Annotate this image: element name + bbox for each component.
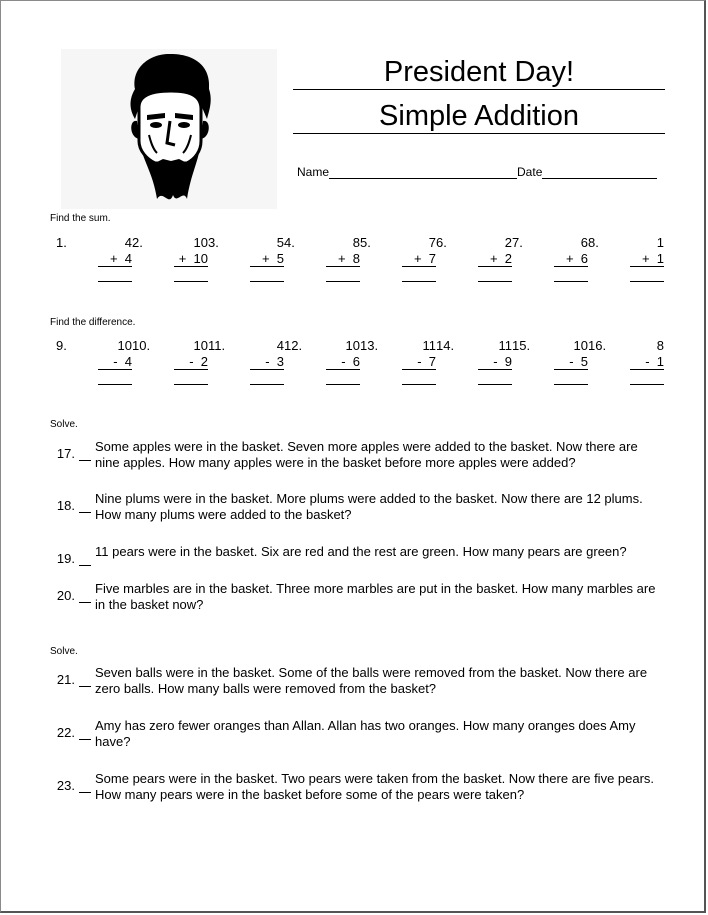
math-problem — [360, 338, 436, 388]
sum-line — [326, 369, 360, 370]
problem-top-operand: 4 — [276, 338, 284, 353]
operator-sign: + — [413, 251, 422, 266]
sum-line — [174, 369, 208, 370]
word-problem-number: 17. — [56, 446, 75, 461]
answer-blank[interactable] — [326, 384, 360, 385]
sum-line — [98, 266, 132, 267]
word-problem-text: Nine plums were in the basket. More plums were added to the basket. Now there are 12 plums. How many plums were added to the basket? — [95, 491, 643, 522]
answer-blank[interactable] — [630, 281, 664, 282]
problem-top-operand: 7 — [428, 235, 436, 250]
problem-bottom-operand — [396, 251, 436, 266]
word-problem-number: 19. — [56, 551, 75, 566]
sum-line — [402, 266, 436, 267]
page-subtitle: Simple Addition — [293, 99, 665, 134]
operator-sign: - — [493, 354, 498, 369]
sum-line — [326, 266, 360, 267]
problem-number: 6. — [436, 235, 447, 250]
operator-sign: + — [178, 251, 187, 266]
word-problem-number: 20. — [56, 588, 75, 603]
problem-number: 7. — [512, 235, 523, 250]
answer-blank[interactable] — [98, 384, 132, 385]
word-problem-text: Five marbles are in the basket. Three more marbles are put in the basket. How many marbles are in the basket now? — [95, 581, 656, 612]
problem-bottom-operand — [92, 251, 132, 266]
math-problem — [436, 338, 512, 388]
problem-number: 11. — [208, 338, 226, 353]
math-problem — [208, 235, 284, 285]
sum-line — [402, 369, 436, 370]
problem-bottom-value: 8 — [352, 251, 360, 266]
problem-top-operand: 11 — [422, 338, 436, 353]
answer-blank[interactable] — [79, 446, 91, 461]
lincoln-silhouette-icon — [113, 49, 225, 209]
math-problem — [360, 235, 436, 285]
problem-bottom-operand — [244, 354, 284, 369]
problem-number: 1. — [56, 235, 67, 250]
sum-line — [478, 369, 512, 370]
problem-top-operand: 10 — [573, 338, 588, 353]
word-problem-number: 21. — [56, 672, 75, 687]
name-label: Name — [297, 165, 330, 179]
word-problem-text: Some pears were in the basket. Two pears were taken from the basket. Now there are five pears. How many pears were in the basket before some of the pears were taken? — [95, 771, 655, 802]
date-field[interactable] — [542, 164, 657, 179]
problem-bottom-operand — [472, 354, 512, 369]
problem-bottom-value: 7 — [428, 354, 436, 369]
math-problem — [284, 235, 360, 285]
problem-number: 8. — [588, 235, 599, 250]
name-date-row — [297, 164, 657, 179]
operator-sign: - — [569, 354, 574, 369]
sum-line — [250, 369, 284, 370]
word-problem-number: 23. — [56, 778, 75, 793]
difference-instruction: Find the difference. — [50, 317, 136, 328]
lincoln-portrait-image — [61, 49, 277, 209]
answer-blank[interactable] — [326, 281, 360, 282]
problem-bottom-value: 2 — [504, 251, 512, 266]
problem-bottom-operand — [624, 354, 664, 369]
problem-top-operand: 11 — [498, 338, 512, 353]
answer-blank[interactable] — [79, 672, 91, 687]
problem-number: 13. — [360, 338, 379, 353]
word-problem-text: Seven balls were in the basket. Some of the balls were removed from the basket. Now there are zero balls. How many balls were removed from the basket? — [95, 665, 648, 696]
answer-blank[interactable] — [478, 384, 512, 385]
date-label: Date — [517, 165, 543, 179]
problem-top-operand: 2 — [504, 235, 512, 250]
problem-bottom-value: 1 — [656, 251, 664, 266]
problem-bottom-operand — [92, 354, 132, 369]
problem-bottom-operand — [244, 251, 284, 266]
math-problem — [588, 338, 664, 388]
word-problem-text: Some apples were in the basket. Seven more apples were added to the basket. Now there are nine apples. How many apples were in the basket before more apples were added? — [95, 439, 638, 470]
problem-bottom-value: 4 — [124, 251, 132, 266]
operator-sign: + — [565, 251, 574, 266]
problem-bottom-operand — [320, 251, 360, 266]
problem-bottom-value: 5 — [276, 251, 284, 266]
math-problem — [132, 235, 208, 285]
operator-sign: - — [341, 354, 346, 369]
sum-line — [174, 266, 208, 267]
math-problem — [512, 338, 588, 388]
sum-line — [98, 369, 132, 370]
answer-blank[interactable] — [79, 725, 91, 740]
problem-bottom-operand — [396, 354, 436, 369]
problem-bottom-operand — [624, 251, 664, 266]
word-problem-number: 22. — [56, 725, 75, 740]
answer-blank[interactable] — [630, 384, 664, 385]
problem-top-operand: 10 — [193, 338, 208, 353]
sum-instruction: Find the sum. — [50, 213, 111, 224]
operator-sign: + — [489, 251, 498, 266]
problem-number: 3. — [208, 235, 219, 250]
word-problem-text: 11 pears were in the basket. Six are red and the rest are green. How many pears are green? — [95, 544, 627, 559]
answer-blank[interactable] — [79, 551, 91, 566]
problem-bottom-value: 9 — [504, 354, 512, 369]
problem-bottom-operand — [168, 354, 208, 369]
sum-line — [250, 266, 284, 267]
problem-bottom-value: 7 — [428, 251, 436, 266]
problem-top-operand: 10 — [345, 338, 360, 353]
answer-blank[interactable] — [554, 281, 588, 282]
operator-sign: + — [109, 251, 118, 266]
answer-blank[interactable] — [79, 498, 91, 513]
math-problem — [56, 235, 132, 285]
operator-sign: + — [261, 251, 270, 266]
problem-bottom-value: 6 — [352, 354, 360, 369]
operator-sign: - — [645, 354, 650, 369]
problem-bottom-value: 1 — [656, 354, 664, 369]
problem-number: 10. — [132, 338, 151, 353]
operator-sign: - — [417, 354, 422, 369]
problem-number: 12. — [284, 338, 303, 353]
math-problem — [284, 338, 360, 388]
problem-number: 15. — [512, 338, 531, 353]
sum-line — [478, 266, 512, 267]
answer-blank[interactable] — [98, 281, 132, 282]
problem-bottom-operand — [548, 251, 588, 266]
answer-blank[interactable] — [250, 384, 284, 385]
math-problem — [436, 235, 512, 285]
sum-line — [630, 266, 664, 267]
operator-sign: - — [113, 354, 118, 369]
math-problem — [208, 338, 284, 388]
problem-top-operand: 10 — [193, 235, 208, 250]
problem-bottom-value: 5 — [580, 354, 588, 369]
problem-bottom-operand — [320, 354, 360, 369]
problem-top-operand: 1 — [656, 235, 664, 250]
problem-top-operand: 5 — [276, 235, 284, 250]
problem-bottom-value: 3 — [276, 354, 284, 369]
problem-number: 4. — [284, 235, 295, 250]
operator-sign: - — [189, 354, 194, 369]
problem-bottom-operand — [472, 251, 512, 266]
answer-blank[interactable] — [174, 281, 208, 282]
operator-sign: + — [337, 251, 346, 266]
problem-bottom-value: 2 — [200, 354, 208, 369]
name-field[interactable] — [329, 164, 517, 179]
word-problem-text: Amy has zero fewer oranges than Allan. Allan has two oranges. How many oranges does Amy have? — [95, 718, 636, 749]
answer-blank[interactable] — [79, 588, 91, 603]
answer-blank[interactable] — [174, 384, 208, 385]
problem-top-operand: 8 — [352, 235, 360, 250]
operator-sign: - — [265, 354, 270, 369]
sum-line — [630, 369, 664, 370]
answer-blank[interactable] — [402, 281, 436, 282]
problem-top-operand: 6 — [580, 235, 588, 250]
problem-top-operand: 4 — [124, 235, 132, 250]
answer-blank[interactable] — [554, 384, 588, 385]
answer-blank[interactable] — [250, 281, 284, 282]
solve-instruction-2: Solve. — [50, 646, 78, 657]
problem-bottom-operand — [168, 251, 208, 266]
problem-bottom-value: 10 — [193, 251, 208, 266]
word-problem-number: 18. — [56, 498, 75, 513]
math-problem — [588, 235, 664, 285]
solve-instruction-1: Solve. — [50, 419, 78, 430]
problem-bottom-value: 4 — [124, 354, 132, 369]
sum-line — [554, 369, 588, 370]
problem-number: 2. — [132, 235, 143, 250]
problem-bottom-value: 6 — [580, 251, 588, 266]
math-problem — [132, 338, 208, 388]
problem-top-operand: 8 — [656, 338, 664, 353]
problem-number: 14. — [436, 338, 455, 353]
problem-top-operand: 10 — [117, 338, 132, 353]
operator-sign: + — [641, 251, 650, 266]
answer-blank[interactable] — [402, 384, 436, 385]
problem-number: 9. — [56, 338, 67, 353]
math-problem — [56, 338, 132, 388]
math-problem — [512, 235, 588, 285]
page-title: President Day! — [293, 55, 665, 90]
sum-line — [554, 266, 588, 267]
answer-blank[interactable] — [79, 778, 91, 793]
answer-blank[interactable] — [478, 281, 512, 282]
problem-number: 5. — [360, 235, 371, 250]
problem-number: 16. — [588, 338, 607, 353]
problem-bottom-operand — [548, 354, 588, 369]
